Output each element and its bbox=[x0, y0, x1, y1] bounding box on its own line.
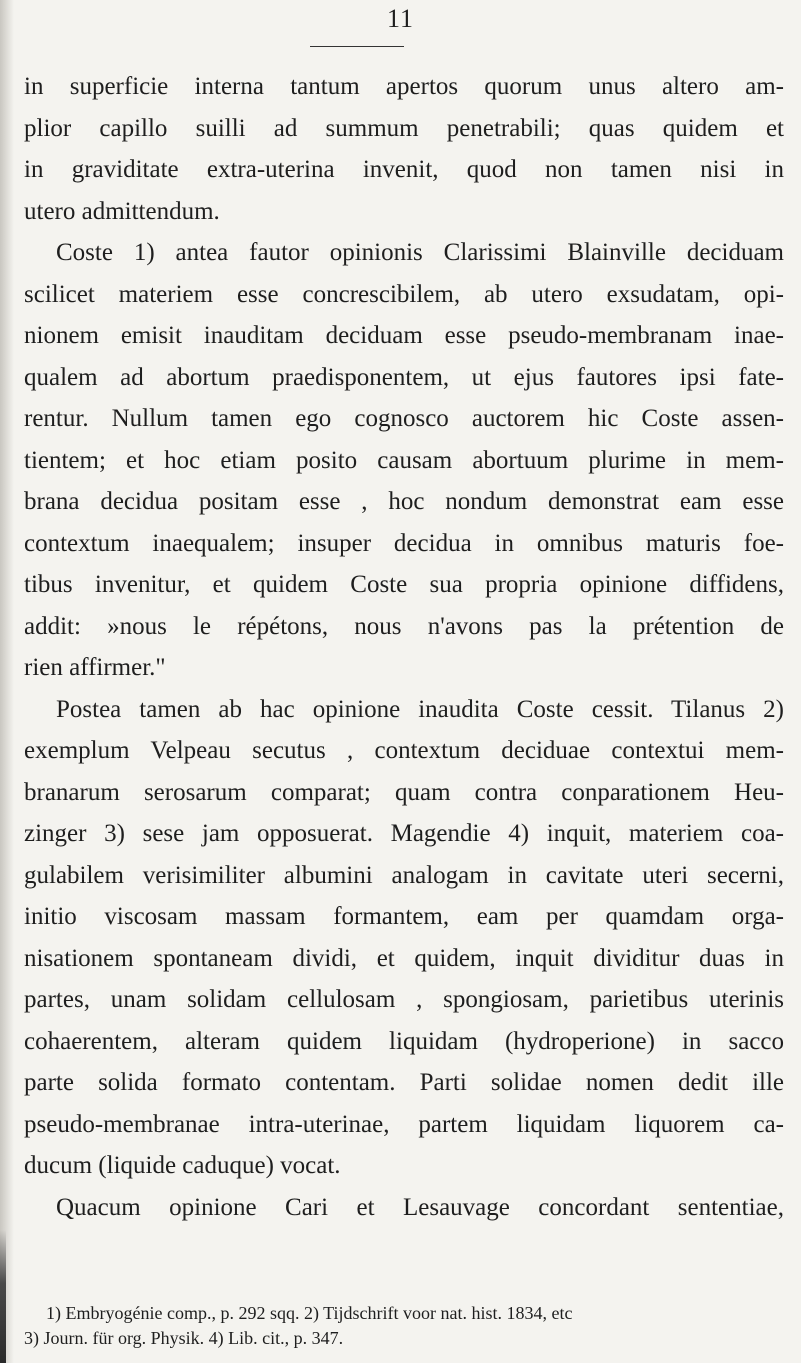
text-line: contextum inaequalem; insuper decidua in omnibus maturis foe- bbox=[24, 529, 784, 557]
page-number: 11 bbox=[386, 4, 415, 33]
text-line: brana decidua positam esse , hoc nondum demonstrat eam esse bbox=[24, 488, 784, 515]
text-line: in graviditate extra-uterina invenit, quod non tamen nisi in bbox=[24, 156, 784, 183]
text-line: initio viscosam massam formantem, eam per quamdam orga- bbox=[24, 903, 784, 930]
text-line: Postea tamen ab hac opinione inaudita Coste cessit. Tilanus 2) bbox=[56, 695, 784, 723]
text-line: rentur. Nullum tamen ego cognosco auctorem hic Coste assen- bbox=[24, 405, 784, 432]
text-line: utero admittendum. bbox=[24, 197, 220, 225]
page-edge-shadow bbox=[0, 0, 14, 1363]
text-line: tibus invenitur, et quidem Coste sua propria opinione diffidens, bbox=[24, 571, 784, 598]
text-line: rien affirmer." bbox=[24, 654, 166, 681]
text-line: partes, unam solidam cellulosam , spongiosam, parietibus uterinis bbox=[24, 986, 784, 1013]
text-line: ducum (liquide caduque) vocat. bbox=[24, 1152, 341, 1179]
text-line: cohaerentem, alteram quidem liquidam (hydroperione) in sacco bbox=[24, 1027, 784, 1055]
text-line: parte solida formato contentam. Parti solidae nomen dedit ille bbox=[24, 1069, 784, 1096]
text-line: addit: »nous le répétons, nous n'avons pas la prétention de bbox=[24, 612, 784, 640]
text-line: pseudo-membranae intra-uterinae, partem liquidam liquorem ca- bbox=[24, 1110, 784, 1138]
footnote-line: 1) Embryogénie comp., p. 292 sqq. 2) Tijdschrift voor nat. hist. 1834, etc bbox=[46, 1303, 573, 1323]
text-line: Quacum opinione Cari et Lesauvage concordant sententiae, bbox=[56, 1193, 784, 1221]
text-line: Coste 1) antea fautor opinionis Clarissimi Blainville deciduam bbox=[56, 239, 784, 266]
text-line: plior capillo suilli ad summum penetrabili; quas quidem et bbox=[24, 114, 784, 142]
body-text bbox=[24, 66, 784, 1228]
text-line: tientem; et hoc etiam posito causam abortuum plurime in mem- bbox=[24, 446, 784, 474]
text-line: nionem emisit inauditam deciduam esse pseudo-membranam inae- bbox=[24, 322, 784, 349]
text-line: zinger 3) sese jam opposuerat. Magendie 4) inquit, materiem coa- bbox=[24, 820, 784, 847]
text-line: nisationem spontaneam dividi, et quidem, inquit dividitur duas in bbox=[24, 944, 784, 972]
footnotes bbox=[24, 1301, 784, 1351]
footnote-line: 3) Journ. für org. Physik. 4) Lib. cit., p. 347. bbox=[24, 1328, 344, 1348]
binding-mark bbox=[0, 1230, 6, 1363]
text-line: gulabilem verisimiliter albumini analogam in cavitate uteri secerni, bbox=[24, 861, 784, 889]
header-rule bbox=[310, 46, 404, 47]
text-line: exemplum Velpeau secutus , contextum deciduae contextui mem- bbox=[24, 737, 784, 764]
text-line: scilicet materiem esse concrescibilem, ab utero exsudatam, opi- bbox=[24, 280, 784, 308]
text-line: qualem ad abortum praedisponentem, ut ejus fautores ipsi fate- bbox=[24, 363, 784, 391]
text-line: in superficie interna tantum apertos quorum unus altero am- bbox=[24, 73, 784, 100]
text-line: branarum serosarum comparat; quam contra conparationem Heu- bbox=[24, 778, 784, 806]
